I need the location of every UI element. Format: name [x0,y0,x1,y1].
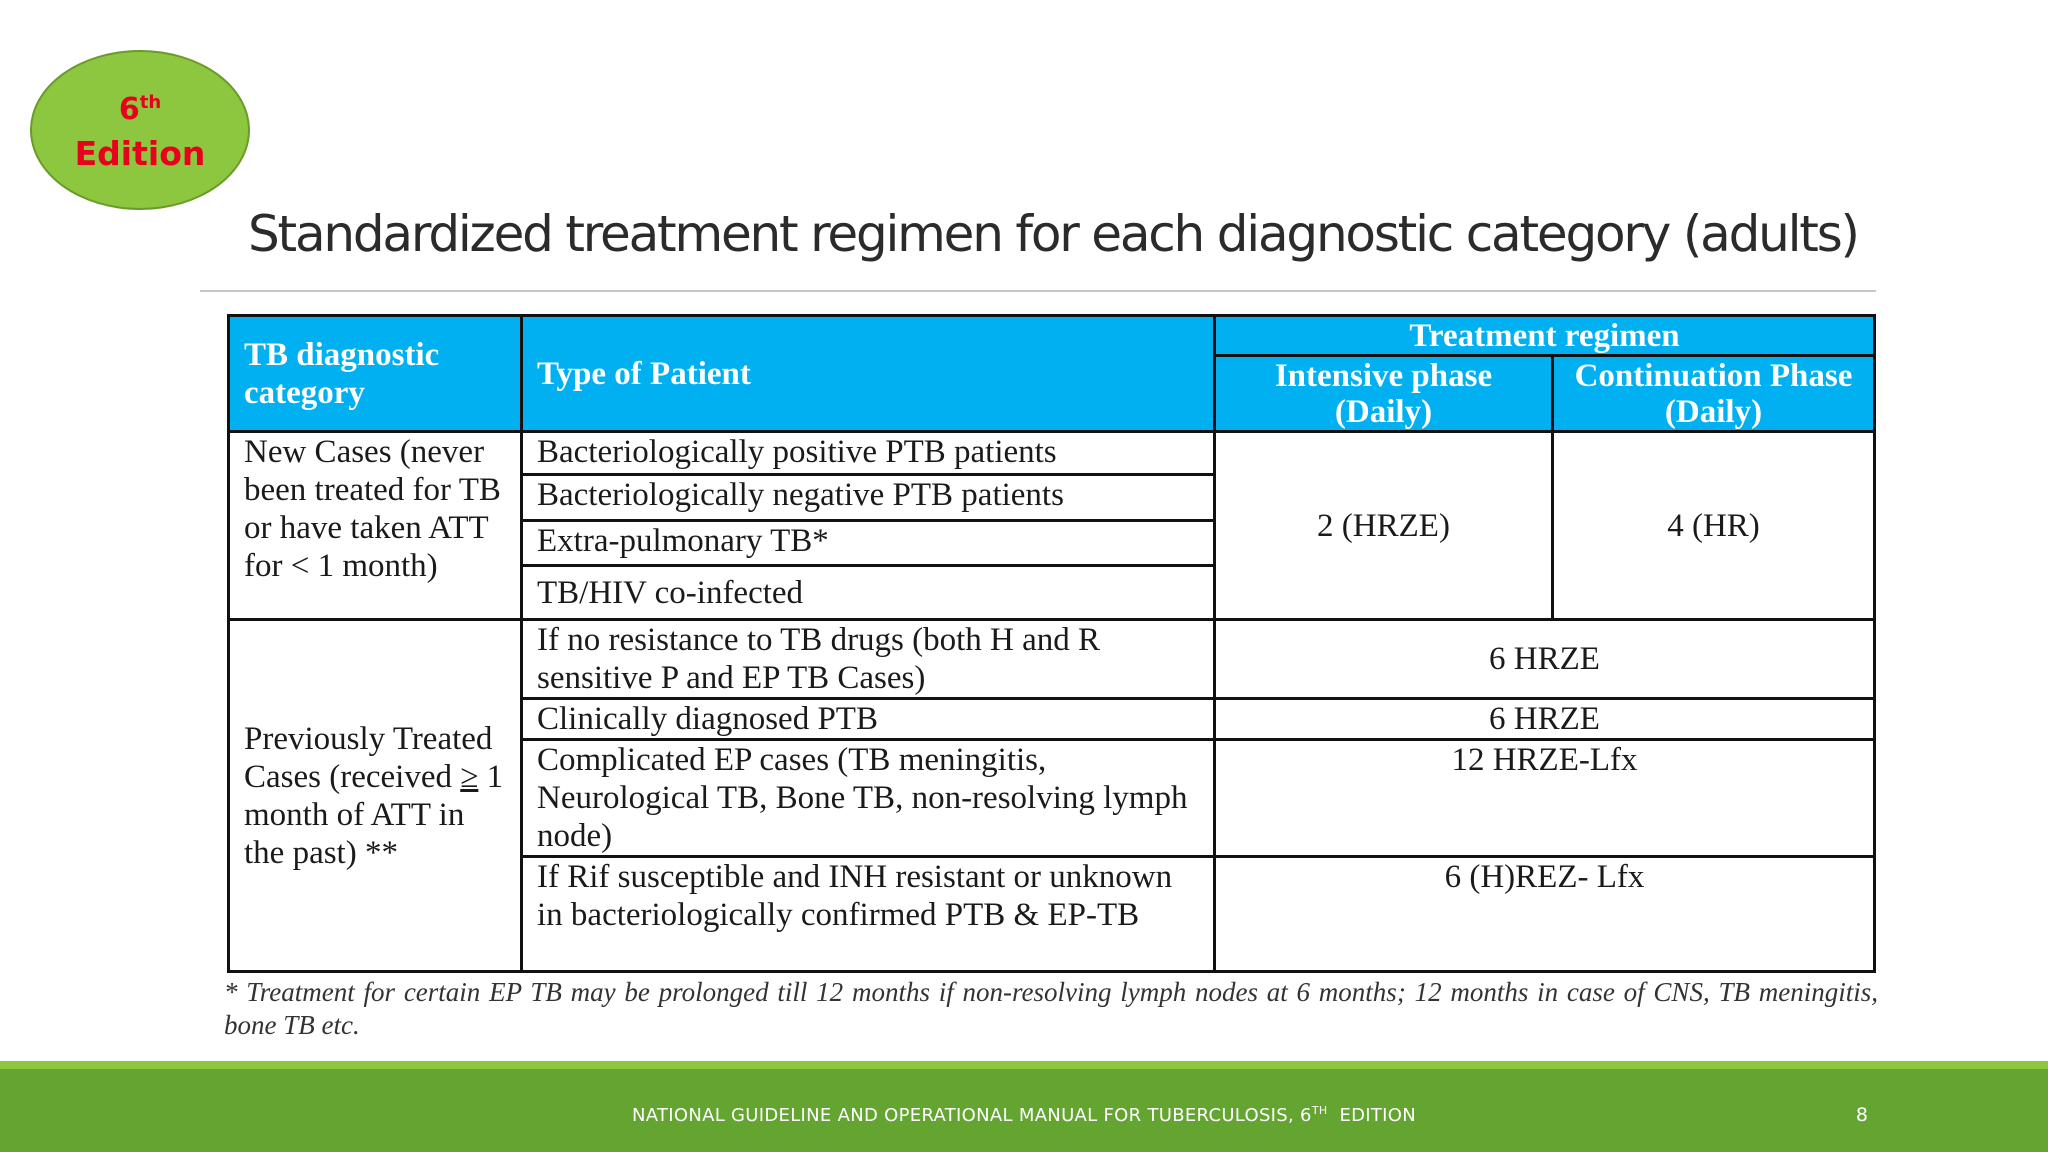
slide-title: Standardized treatment regimen for each diagnostic category (adults) [248,205,1858,263]
regimen-table-container [227,314,1873,970]
header-category: TB diagnostic category [229,316,522,432]
header-patient-type: Type of Patient [522,316,1215,432]
patient-no-resistance: If no resistance to TB drugs (both H and R sensitive P and EP TB Cases) [522,620,1215,699]
patient-bact-negative: Bacteriologically negative PTB patients [522,475,1215,521]
header-continuation-phase: Continuation Phase (Daily) [1553,356,1875,432]
regimen-rif-susceptible: 6 (H)REZ- Lfx [1215,857,1875,972]
regimen-table [227,314,1876,973]
category-previously-treated: Previously Treated Cases (received ≥ 1 month of ATT in the past) ** [229,620,522,972]
category-new-cases: New Cases (never been treated for TB or have taken ATT for < 1 month) [229,432,522,620]
header-intensive-phase: Intensive phase (Daily) [1215,356,1553,432]
intensive-new-cases: 2 (HRZE) [1215,432,1553,620]
regimen-no-resistance: 6 HRZE [1215,620,1875,699]
page-number: 8 [1855,1104,1868,1126]
continuation-new-cases: 4 (HR) [1553,432,1875,620]
edition-badge [30,50,250,210]
edition-suffix: th [139,91,162,113]
header-treatment-regimen: Treatment regimen [1215,316,1875,356]
footer-text: NATIONAL GUIDELINE AND OPERATIONAL MANUAL FOR TUBERCULOSIS, 6TH EDITION [631,1104,1417,1126]
regimen-clinically-diagnosed: 6 HRZE [1215,699,1875,740]
edition-word: Edition [74,133,206,173]
regimen-complicated-ep: 12 HRZE-Lfx [1215,740,1875,857]
patient-complicated-ep: Complicated EP cases (TB meningitis, Neurological TB, Bone TB, non-resolving lymph node) [522,740,1215,857]
greater-equal-symbol: ≥ [460,758,479,795]
patient-extra-pulmonary: Extra-pulmonary TB* [522,521,1215,566]
patient-clinically-diagnosed: Clinically diagnosed PTB [522,699,1215,740]
footer-superscript: TH [1311,1104,1328,1117]
patient-rif-susceptible: If Rif susceptible and INH resistant or unknown in bacteriologically confirmed PTB & EP-TB [522,857,1215,972]
table-footnote: * Treatment for certain EP TB may be prolonged till 12 months if non-resolving lymph nodes at 6 months; 12 months in case of CNS, TB meningitis, bone TB etc. [224,977,1878,1040]
patient-bact-positive: Bacteriologically positive PTB patients [522,432,1215,475]
patient-tb-hiv: TB/HIV co-infected [522,566,1215,620]
edition-number: 6th [118,91,162,127]
title-divider [200,290,1876,292]
